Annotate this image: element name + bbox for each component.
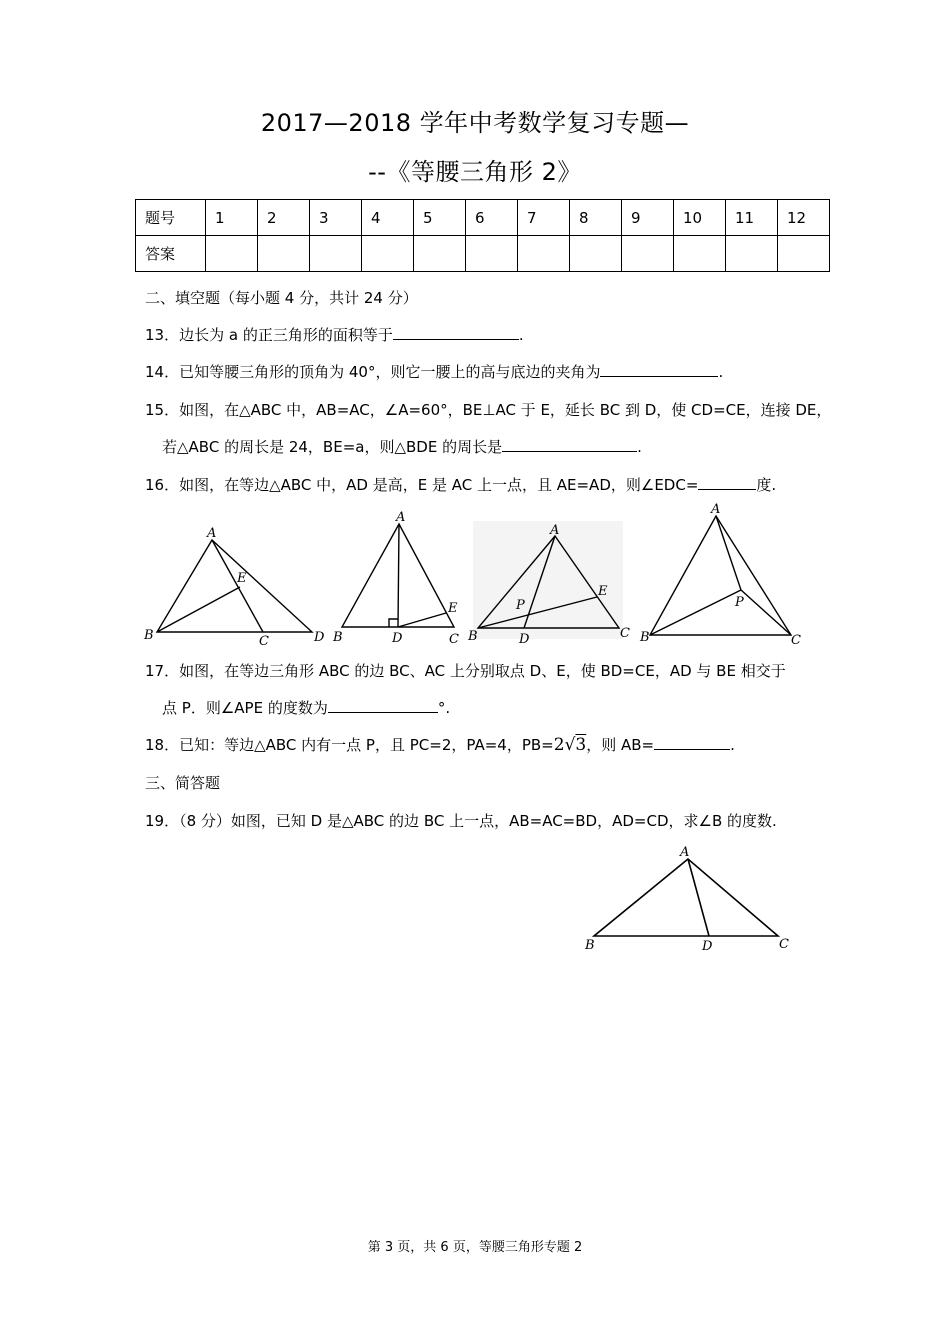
question-number-cell: 11 [726, 200, 778, 236]
question-number-cell: 3 [310, 200, 362, 236]
figure-19 [594, 859, 778, 936]
question-number-cell: 6 [466, 200, 518, 236]
sqrt-coefficient: 2 [553, 735, 565, 755]
question-number-cell: 12 [778, 200, 830, 236]
label-D: D [702, 939, 713, 954]
question-number-cell: 2 [258, 200, 310, 236]
question-18 [145, 734, 735, 755]
figure-17-background [473, 521, 623, 639]
question-number-cell: 4 [362, 200, 414, 236]
label-B: B [640, 630, 650, 645]
question-13-text: 13．边长为 a 的正三角形的面积等于 [145, 326, 393, 344]
label-B: B [468, 629, 478, 644]
label-C: C [259, 634, 269, 649]
label-C: C [449, 632, 459, 647]
question-number-cell: 1 [206, 200, 258, 236]
sqrt-expression: 2√3 [553, 735, 587, 755]
question-14-end: . [718, 363, 724, 381]
page-title: 2017—2018 学年中考数学复习专题— [260, 109, 690, 137]
label-A: A [711, 502, 721, 517]
question-number-cell: 9 [622, 200, 674, 236]
label-A: A [680, 845, 690, 860]
question-17-line-2 [162, 697, 450, 718]
section-fill-in-heading: 二、填空题（每小题 4 分，共计 24 分） [145, 289, 418, 307]
question-number-cell: 5 [414, 200, 466, 236]
label-E: E [237, 571, 247, 586]
question-number-cell: 10 [674, 200, 726, 236]
section-short-answer-heading: 三、简答题 [145, 774, 221, 792]
label-E: E [598, 584, 608, 599]
label-P: P [735, 595, 744, 610]
label-E: E [448, 601, 458, 616]
label-A: A [207, 526, 217, 541]
question-number-cell: 7 [518, 200, 570, 236]
label-C: C [779, 937, 789, 952]
label-D: D [519, 632, 530, 647]
label-C: C [791, 633, 801, 648]
page-footer: 第 3 页，共 6 页，等腰三角形专题 2 [367, 1240, 583, 1255]
question-19: 19．（8 分）如图，已知 D 是△ABC 的边 BC 上一点，AB=AC=BD，AD=CD，求∠B 的度数. [145, 812, 777, 830]
label-P: P [516, 598, 525, 613]
answer-blank[interactable] [328, 698, 438, 713]
question-16-text: 16．如图，在等边△ABC 中，AD 是高，E 是 AC 上一点，且 AE=AD，则∠EDC= [145, 476, 699, 494]
question-15-text: 若△ABC 的周长是 24，BE=a，则△BDE 的周长是 [162, 438, 503, 456]
question-17-end: °. [437, 699, 451, 717]
label-C: C [620, 626, 630, 641]
label-B: B [144, 628, 154, 643]
figure-15 [157, 540, 312, 632]
question-16-end: 度. [756, 476, 777, 494]
answer-table-header-number: 题号 [136, 200, 206, 236]
figure-16 [342, 524, 454, 627]
question-number-cell: 8 [570, 200, 622, 236]
question-17-line-1: 17．如图，在等边三角形 ABC 的边 BC、AC 上分别取点 D、E，使 BD=CE，AD 与 BE 相交于 [145, 662, 786, 680]
question-15-end: . [637, 438, 642, 456]
label-B: B [333, 630, 343, 645]
label-D: D [314, 630, 325, 645]
label-A: A [550, 523, 560, 538]
question-18-after: ，则 AB= [586, 736, 655, 754]
question-18-end: . [730, 736, 735, 754]
question-17-text: 点 P．则∠APE 的度数为 [162, 699, 328, 717]
label-D: D [392, 631, 403, 646]
answer-table-header-answer: 答案 [136, 236, 206, 272]
figure-18 [650, 516, 791, 635]
question-18-text: 18．已知：等边△ABC 内有一点 P，且 PC=2，PA=4，PB= [145, 736, 554, 754]
label-B: B [585, 938, 595, 953]
sqrt-radicand: 3 [575, 735, 587, 755]
answer-blank[interactable] [654, 735, 730, 750]
question-15-line-1: 15．如图，在△ABC 中，AB=AC，∠A=60°，BE⊥AC 于 E，延长 BC 到 D，使 CD=CE，连接 DE， [145, 401, 832, 419]
question-14-text: 14．已知等腰三角形的顶角为 40°，则它一腰上的高与底边的夹角为 [145, 363, 601, 381]
label-A: A [396, 510, 406, 525]
page-subtitle: --《等腰三角形 2》 [368, 158, 582, 186]
question-13-end: . [518, 326, 524, 344]
